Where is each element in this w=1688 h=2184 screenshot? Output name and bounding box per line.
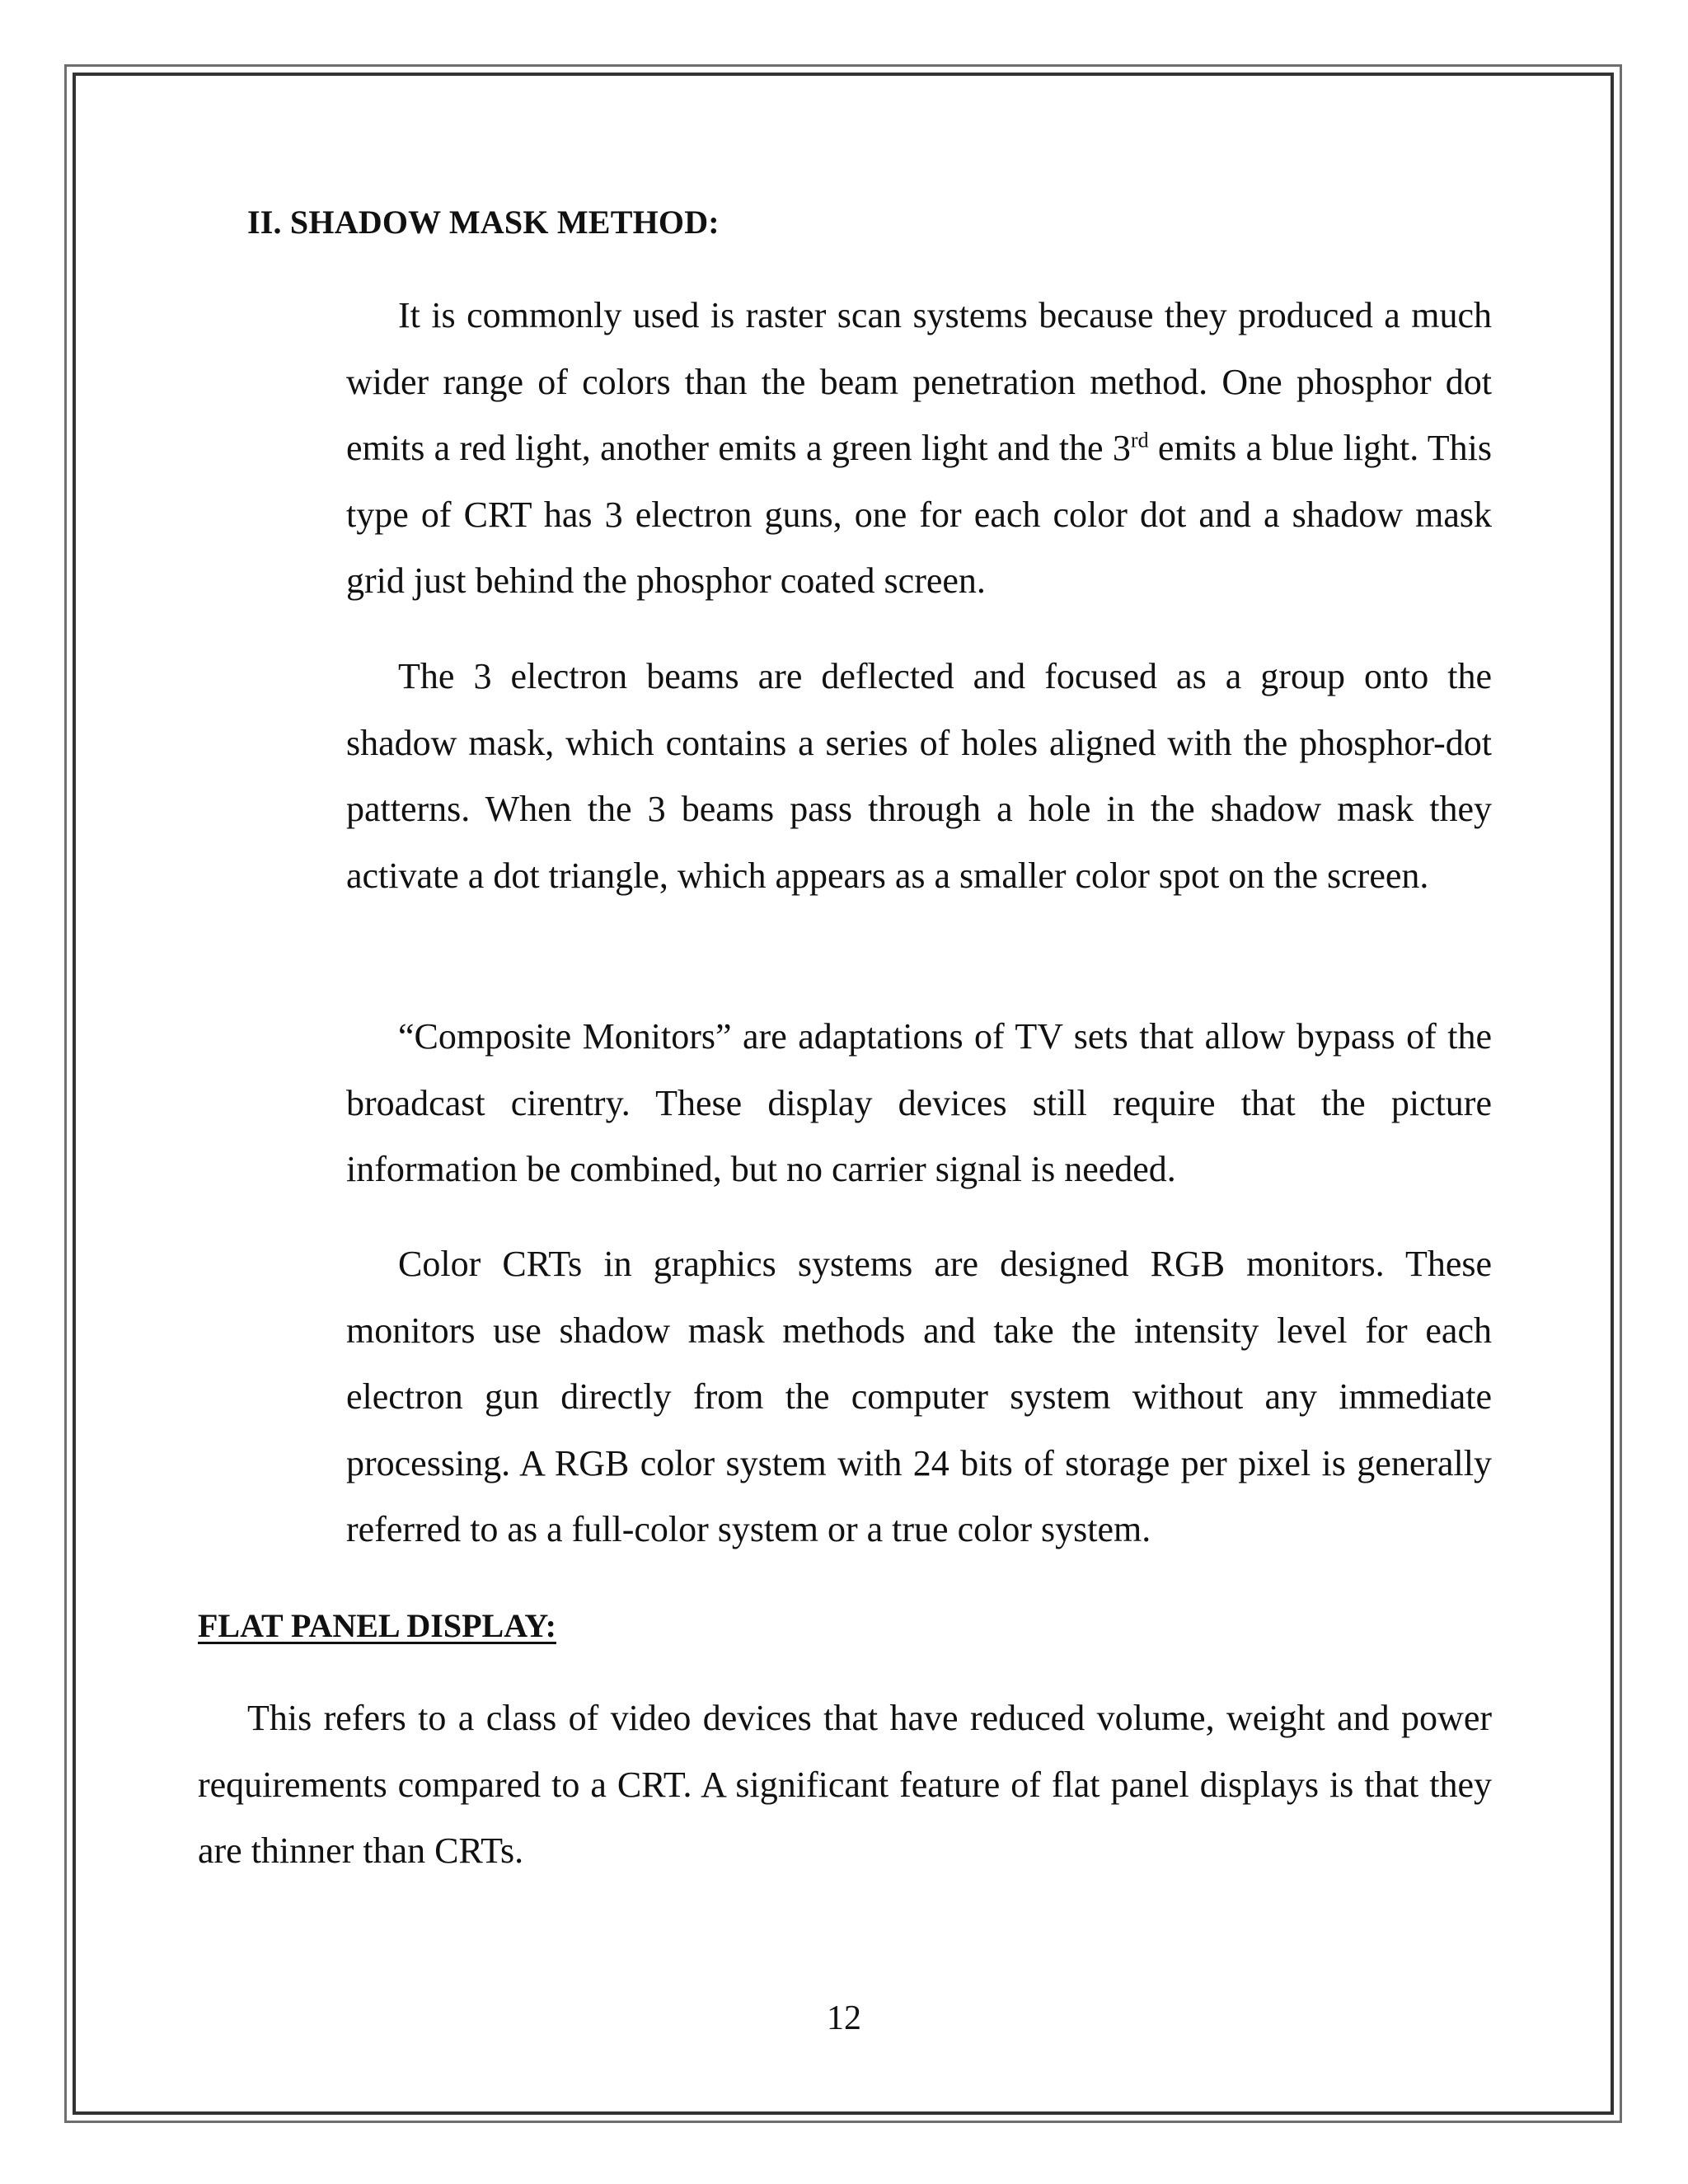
paragraph-shadow-mask-intro bbox=[346, 283, 1492, 615]
paragraph-composite-monitors: “Composite Monitors” are adaptations of TV sets that allow bypass of the broadcast cirentry. These display devices still require that the picture information be combined, but no carrier signal is needed. bbox=[346, 1016, 1492, 1189]
paragraph-text-continued: emits a blue light. This type of CRT has 3 electron guns, one for each color dot and a shadow mask grid just behind the phosphor coated screen. bbox=[346, 428, 1493, 601]
section-heading-shadow-mask: II. SHADOW MASK METHOD: bbox=[247, 204, 720, 241]
ordinal-superscript: rd bbox=[1130, 428, 1149, 452]
section-heading-flat-panel: FLAT PANEL DISPLAY: bbox=[198, 1607, 556, 1644]
page-number: 12 bbox=[827, 1999, 861, 2037]
paragraph-electron-beams: The 3 electron beams are deflected and focused as a group onto the shadow mask, which contains a series of holes aligned with the phosphor-dot patterns. When the 3 beams pass through a hole in the shadow mask they activate a dot triangle, which appears as a smaller color spot on the screen. bbox=[346, 656, 1492, 896]
paragraph-flat-panel: This refers to a class of video devices that have reduced volume, weight and power requirements compared to a CRT. A significant feature of flat panel displays is that they are thinner than CRTs. bbox=[198, 1698, 1492, 1871]
paragraph-rgb-monitors: Color CRTs in graphics systems are designed RGB monitors. These monitors use shadow mask methods and take the intensity level for each electron gun directly from the computer system without any immediate processing. A RGB color system with 24 bits of storage per pixel is generally referred to as a full-color system or a true color system. bbox=[346, 1244, 1492, 1549]
paragraph-text: It is commonly used is raster scan systems because they produced a much wider range of colors than the beam penetration method. One phosphor dot emits a red light, another emits a green light and the 3 bbox=[346, 295, 1492, 468]
